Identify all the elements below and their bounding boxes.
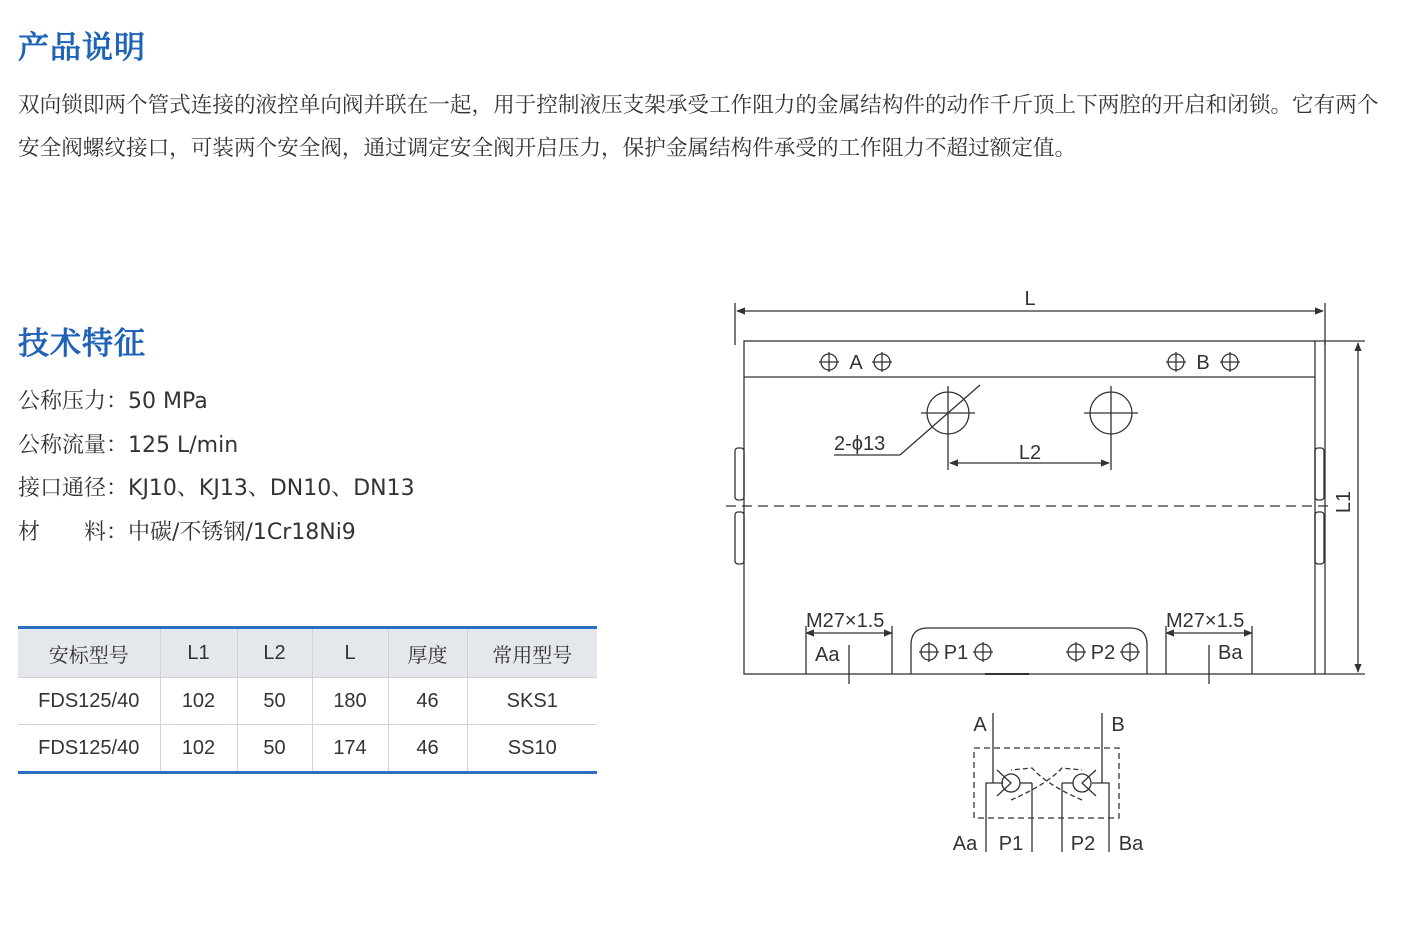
label-port-Aa: Aa — [815, 644, 840, 666]
col-header: 安标型号 — [18, 628, 160, 678]
label-thread-right: M27×1.5 — [1166, 610, 1245, 632]
table-cell: FDS125/40 — [18, 678, 160, 725]
col-header: L — [312, 628, 388, 678]
feature-label: 接口通径： — [18, 476, 129, 501]
schematic-label-Aa: Aa — [952, 833, 978, 855]
feature-label: 公称压力： — [18, 389, 129, 414]
label-port-A: A — [849, 352, 863, 374]
col-header: 常用型号 — [467, 628, 597, 678]
label-dim-L: L — [1024, 288, 1036, 310]
feature-label: 材 料： — [18, 519, 129, 545]
label-port-Ba: Ba — [1218, 642, 1243, 664]
table-cell: 102 — [160, 725, 237, 773]
label-port-B: B — [1196, 352, 1210, 374]
label-port-P2: P2 — [1090, 642, 1116, 664]
technical-features-title: 技术特征 — [18, 326, 146, 362]
product-description-title: 产品说明 — [18, 30, 146, 66]
label-holes: 2-ϕ13 — [834, 433, 886, 455]
table-cell: SS10 — [507, 736, 557, 759]
table-cell: 50 — [237, 678, 312, 725]
schematic-label-P2: P2 — [1070, 833, 1096, 855]
schematic-label-P1: P1 — [998, 833, 1024, 855]
col-header: 厚度 — [388, 628, 467, 678]
left-side-tab — [735, 448, 744, 500]
table-cell: 50 — [237, 725, 312, 773]
table-cell: 46 — [388, 678, 467, 725]
table-cell: 174 — [312, 725, 388, 773]
col-header: L2 — [237, 628, 312, 678]
table-cell: 180 — [312, 678, 388, 725]
feature-label: 公称流量： — [18, 432, 129, 458]
feature-value: 50 MPa — [128, 389, 208, 414]
table-cell: SKS1 — [467, 678, 597, 725]
label-port-P1: P1 — [943, 642, 969, 664]
schematic-label-Ba: Ba — [1118, 833, 1144, 855]
table-cell: 46 — [388, 725, 467, 773]
label-thread-left: M27×1.5 — [806, 610, 885, 632]
table-cell: FDS125/40 — [18, 725, 160, 773]
table-cell: 102 — [160, 678, 237, 725]
label-dim-L2: L2 — [1018, 442, 1042, 464]
feature-value: KJ10、KJ13、DN10、DN13 — [128, 476, 415, 501]
right-side-tab — [1315, 512, 1324, 564]
label-dim-L1: L1 — [1333, 490, 1355, 514]
product-description: 双向锁即两个管式连接的液控单向阀并联在一起，用于控制液压支架承受工作阻力的金属结构件的动作千斤顶上下两腔的开启和闭锁。它有两个安全阀螺纹接口，可装两个安全阀，通过调定安全阀开启压力，保护金属结构件承受的工作阻力不超过额定值。 — [18, 93, 1379, 161]
feature-value: 125 L/min — [128, 432, 239, 458]
schematic-label-A: A — [973, 714, 987, 736]
left-side-tab — [735, 512, 744, 564]
feature-value: 中碳/不锈钢/1Cr18Ni9 — [128, 519, 356, 545]
right-side-tab — [1315, 448, 1324, 500]
schematic-label-B: B — [1111, 714, 1125, 736]
col-header: L1 — [160, 628, 237, 678]
